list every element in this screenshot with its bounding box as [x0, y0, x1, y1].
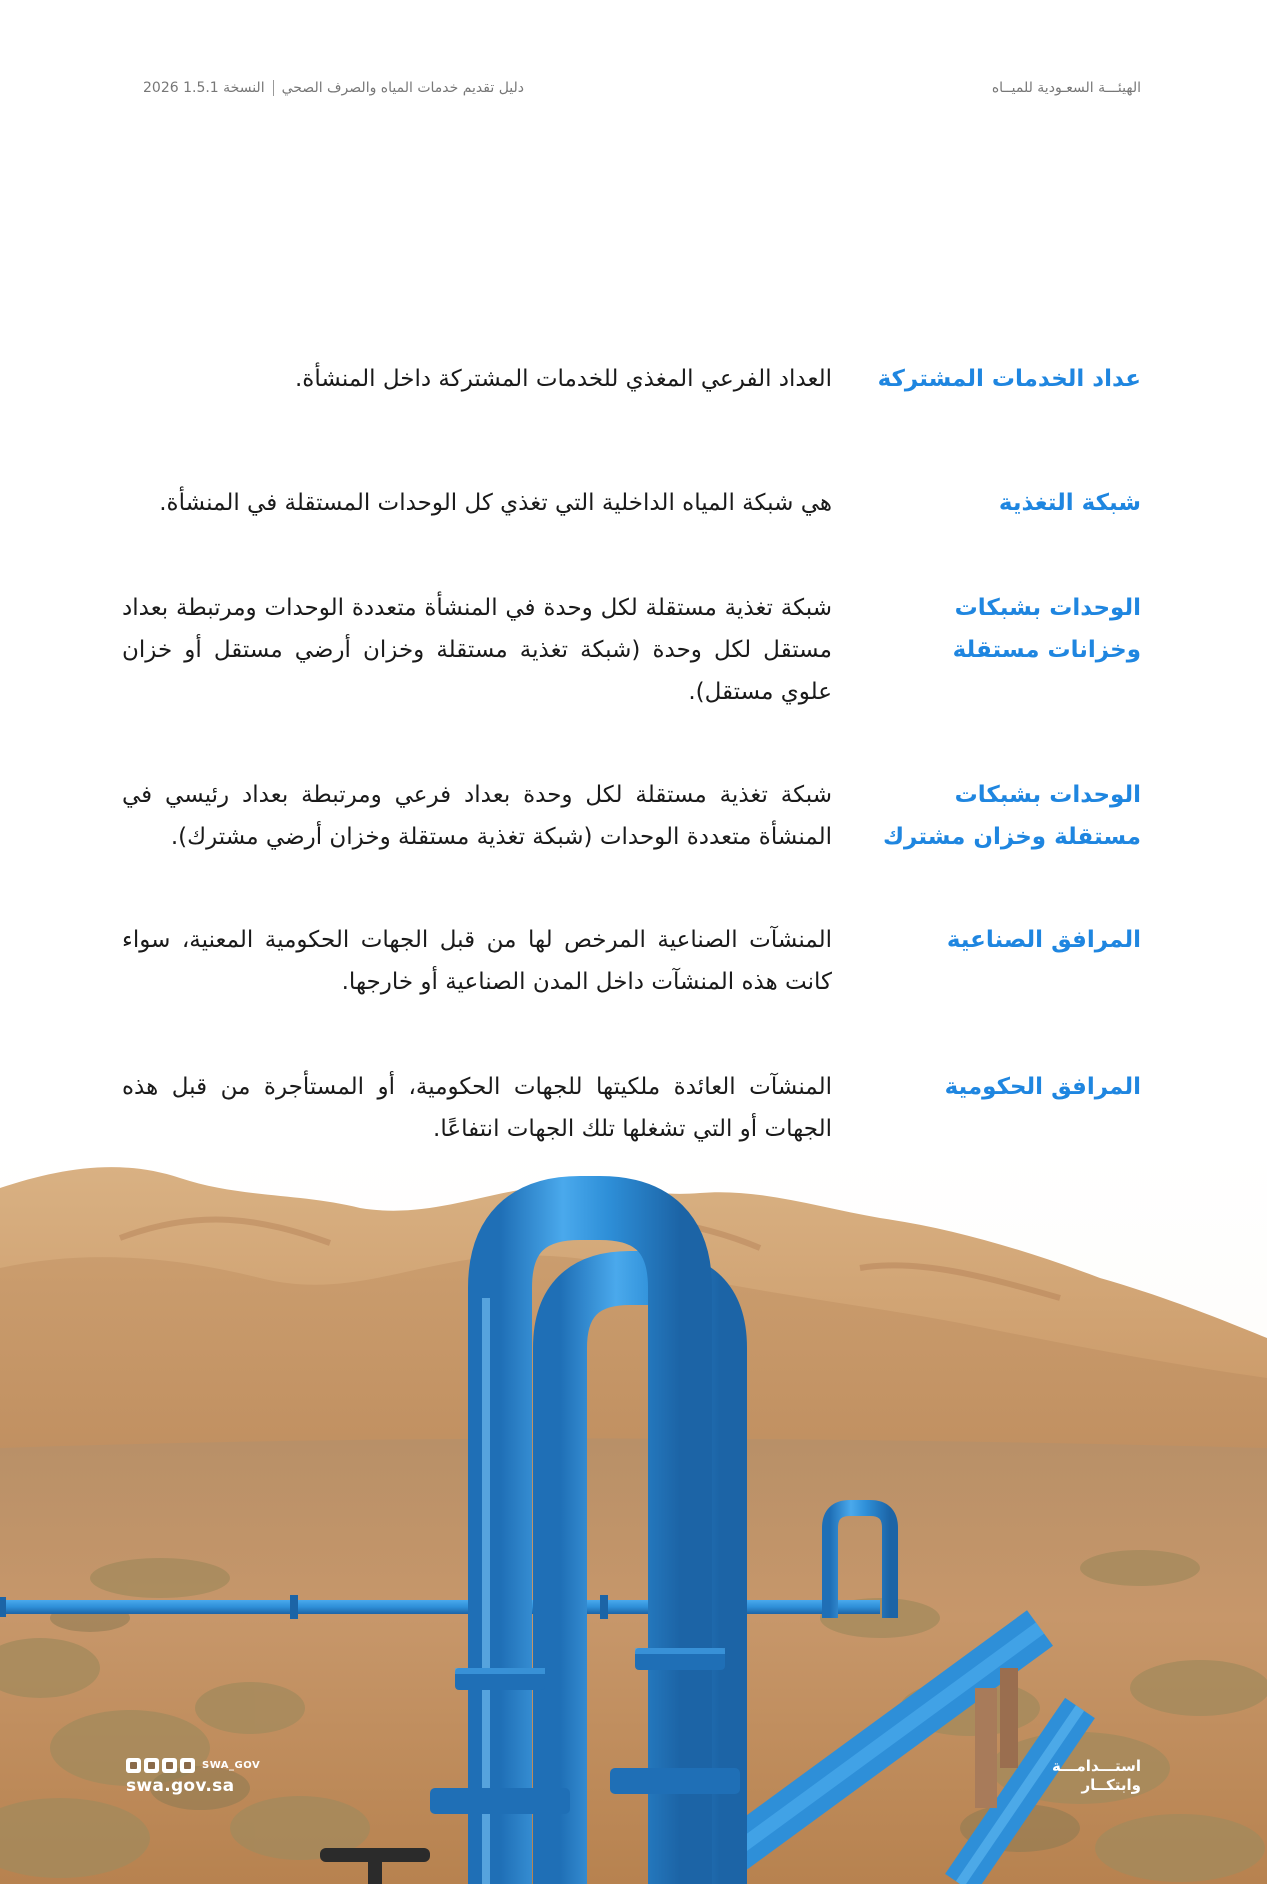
term-industrial-facilities: المرافق الصناعية: [946, 927, 1141, 953]
website-link[interactable]: swa.gov.sa: [126, 1776, 235, 1796]
term-government-facilities: المرافق الحكومية: [944, 1074, 1141, 1100]
page-header: [143, 78, 1141, 100]
document-info: [143, 80, 524, 96]
definition-shared-services-meter: العداد الفرعي المغذي للخدمات المشتركة داخل المنشأة.: [295, 366, 832, 392]
term-independent-units: الوحدات بشبكات وخزانات مستقلة: [952, 595, 1141, 663]
slogan-line-2: وابتكــار: [1081, 1776, 1141, 1794]
term-supply-network: شبكة التغذية: [998, 490, 1141, 516]
linkedin-icon[interactable]: [180, 1758, 195, 1773]
footer-contact: [126, 1756, 260, 1796]
definition-independent-units: شبكة تغذية مستقلة لكل وحدة في المنشأة متعددة الوحدات ومرتبطة بعداد مستقل لكل وحدة (شبكة تغذية مستقلة وخزان أرضي مستقل أو خزان علوي مستقل).: [122, 595, 832, 705]
social-links: [126, 1756, 260, 1774]
facebook-icon[interactable]: [144, 1758, 159, 1773]
header-divider: [273, 80, 274, 96]
document-title: دليل تقديم خدمات المياه والصرف الصحي: [281, 80, 525, 96]
x-icon[interactable]: [126, 1758, 141, 1773]
footer-slogan: [1052, 1757, 1141, 1795]
social-handle: SWA_GOV: [202, 1759, 261, 1771]
definition-industrial-facilities: المنشآت الصناعية المرخص لها من قبل الجهات الحكومية المعنية، سواء كانت هذه المنشآت داخل المدن الصناعية أو خارجها.: [122, 927, 832, 995]
definition-supply-network: هي شبكة المياه الداخلية التي تغذي كل الوحدات المستقلة في المنشأة.: [159, 490, 832, 516]
slogan-line-1: استـــدامـــة: [1052, 1757, 1141, 1775]
term-shared-services-meter: عداد الخدمات المشتركة: [877, 366, 1141, 392]
organization-name: الهيئـــة السعـودية للميــاه: [991, 80, 1141, 96]
definition-government-facilities: المنشآت العائدة ملكيتها للجهات الحكومية، أو المستأجرة من قبل هذه الجهات أو التي تشغلها تلك الجهات انتفاعًا.: [122, 1074, 832, 1142]
term-shared-tank-units: الوحدات بشبكات مستقلة وخزان مشترك: [882, 782, 1141, 850]
youtube-icon[interactable]: [162, 1758, 177, 1773]
document-version: النسخة 1.5.1 2026: [143, 80, 265, 96]
definition-shared-tank-units: شبكة تغذية مستقلة لكل وحدة بعداد فرعي ومرتبطة بعداد رئيسي في المنشأة متعددة الوحدات (شبكة تغذية مستقلة وخزان أرضي مشترك).: [122, 782, 832, 850]
